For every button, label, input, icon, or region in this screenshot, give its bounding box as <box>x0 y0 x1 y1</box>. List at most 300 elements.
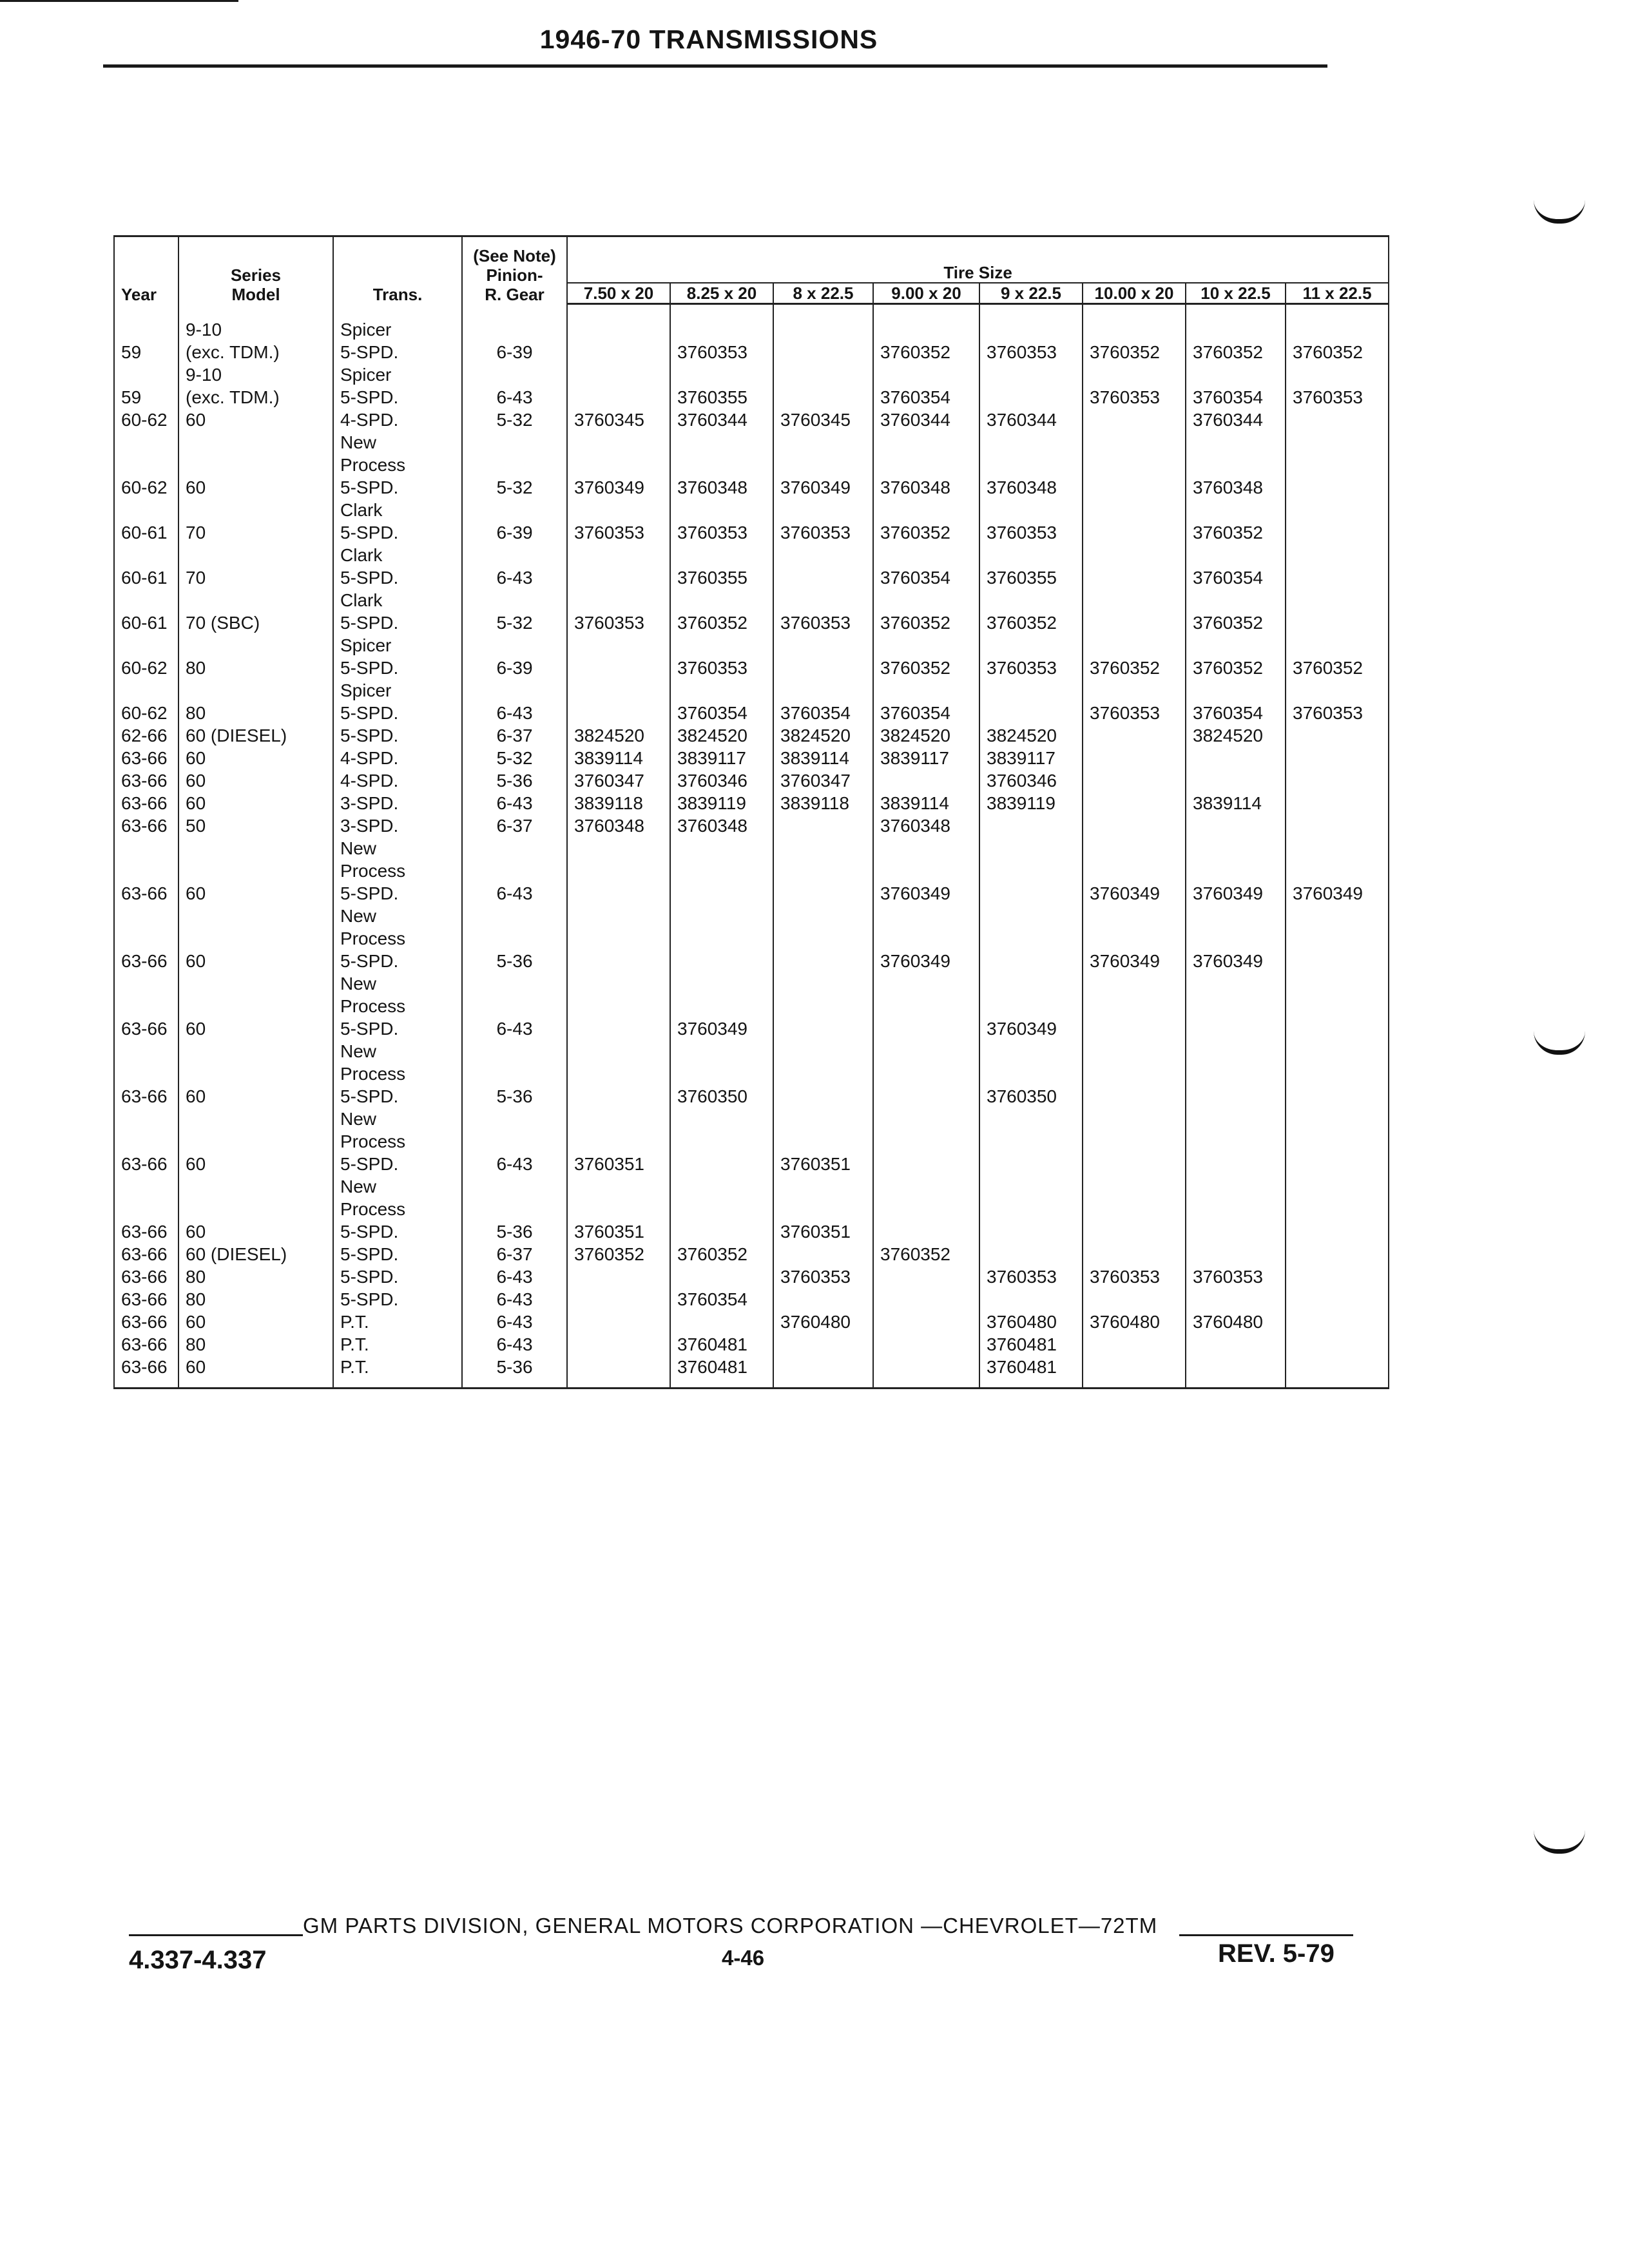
cell-year: 63-66 <box>114 769 178 792</box>
cell-part-number: 3760349 <box>1083 905 1186 972</box>
header-tire-size-col: 8.25 x 20 <box>670 283 773 304</box>
cell-year: 63-66 <box>114 905 178 972</box>
cell-part-number <box>1286 769 1389 792</box>
header-trans: Trans. <box>333 236 462 304</box>
cell-part-number <box>1083 769 1186 792</box>
cell-part-number <box>1186 972 1286 1040</box>
cell-part-number <box>1286 408 1389 431</box>
cell-year: 60-62 <box>114 408 178 431</box>
cell-trans: New Process 5-SPD. <box>333 972 462 1040</box>
cell-part-number: 3760349 <box>567 431 670 499</box>
cell-year: 59 <box>114 304 178 363</box>
cell-pinion-gear: 6-37 <box>462 814 567 837</box>
cell-part-number <box>1186 747 1286 769</box>
cell-part-number: 3760350 <box>979 1040 1083 1108</box>
cell-part-number: 3760352 <box>873 499 979 544</box>
cell-series-model: 80 <box>178 679 333 724</box>
cell-part-number <box>773 634 873 679</box>
cell-part-number <box>773 814 873 837</box>
table-row <box>114 363 1389 408</box>
cell-part-number: 3839119 <box>979 792 1083 814</box>
footer-code: 4.337-4.337 <box>129 1946 267 1974</box>
cell-pinion-gear: 5-36 <box>462 905 567 972</box>
cell-part-number: 3760352 <box>979 589 1083 634</box>
cell-part-number <box>567 363 670 408</box>
cell-part-number <box>670 1108 773 1175</box>
cell-part-number: 3760480 <box>1186 1311 1286 1333</box>
cell-part-number <box>1083 792 1186 814</box>
cell-part-number: 3839119 <box>670 792 773 814</box>
cell-part-number <box>1083 1333 1186 1356</box>
cell-trans: 4-SPD. <box>333 747 462 769</box>
cell-series-model: 70 <box>178 544 333 589</box>
table-row <box>114 1175 1389 1243</box>
cell-part-number: 3760352 <box>873 304 979 363</box>
cell-part-number <box>873 1175 979 1243</box>
cell-part-number: 3760352 <box>1083 634 1186 679</box>
cell-part-number: 3839117 <box>670 747 773 769</box>
cell-trans: P.T. <box>333 1311 462 1333</box>
cell-part-number: 3760349 <box>1286 837 1389 905</box>
page-title: 1946-70 TRANSMISSIONS <box>539 24 878 54</box>
cell-part-number: 3760348 <box>1186 431 1286 499</box>
cell-part-number <box>1083 544 1186 589</box>
cell-part-number <box>1286 1333 1389 1356</box>
cell-part-number: 3760353 <box>979 1265 1083 1288</box>
table-row <box>114 792 1389 814</box>
cell-part-number: 3760353 <box>979 499 1083 544</box>
table-row <box>114 1265 1389 1288</box>
cell-part-number <box>1286 814 1389 837</box>
cell-year: 63-66 <box>114 814 178 837</box>
cell-trans: 3-SPD. <box>333 814 462 837</box>
table-row <box>114 634 1389 679</box>
cell-part-number: 3760348 <box>873 431 979 499</box>
cell-part-number: 3839117 <box>873 747 979 769</box>
cell-part-number: 3824520 <box>873 724 979 747</box>
footer-rule-right <box>1179 1934 1353 1936</box>
cell-trans: New Process 5-SPD. <box>333 905 462 972</box>
cell-series-model: 60 <box>178 747 333 769</box>
cell-trans: 4-SPD. <box>333 408 462 431</box>
cell-part-number: 3760352 <box>1186 634 1286 679</box>
cell-part-number: 3760353 <box>670 634 773 679</box>
cell-part-number: 3760353 <box>1286 679 1389 724</box>
cell-series-model: 60 (DIESEL) <box>178 724 333 747</box>
cell-part-number: 3760354 <box>1186 363 1286 408</box>
cell-part-number <box>1186 1175 1286 1243</box>
transmission-table <box>113 235 1389 1389</box>
cell-part-number: 3760353 <box>979 634 1083 679</box>
header-pinion-gear: (See Note) Pinion- R. Gear <box>462 236 567 304</box>
table-row <box>114 544 1389 589</box>
table-row <box>114 972 1389 1040</box>
cell-year: 62-66 <box>114 724 178 747</box>
cell-part-number <box>1186 1040 1286 1108</box>
cell-pinion-gear: 6-43 <box>462 837 567 905</box>
cell-part-number <box>1083 747 1186 769</box>
cell-year: 63-66 <box>114 1311 178 1333</box>
cell-trans: New Process 5-SPD. <box>333 1040 462 1108</box>
cell-part-number: 3760481 <box>670 1356 773 1389</box>
cell-part-number <box>1083 589 1186 634</box>
cell-pinion-gear: 6-37 <box>462 1243 567 1265</box>
footer-division: GM PARTS DIVISION, GENERAL MOTORS CORPORATION —CHEVROLET—72TM <box>303 1914 1158 1937</box>
cell-part-number: 3839114 <box>567 747 670 769</box>
cell-part-number: 3760352 <box>567 1243 670 1265</box>
cell-part-number <box>1186 1288 1286 1311</box>
table-row <box>114 1288 1389 1311</box>
cell-part-number: 3760353 <box>1286 363 1389 408</box>
cell-pinion-gear: 5-32 <box>462 589 567 634</box>
cell-pinion-gear: 5-32 <box>462 747 567 769</box>
cell-part-number: 3760345 <box>567 408 670 431</box>
cell-part-number <box>1286 499 1389 544</box>
header-tire-size-col: 10 x 22.5 <box>1186 283 1286 304</box>
cell-year: 60-61 <box>114 589 178 634</box>
cell-part-number: 3760480 <box>1083 1311 1186 1333</box>
binder-mark <box>1534 1830 1585 1854</box>
cell-trans: 3-SPD. <box>333 792 462 814</box>
table-row <box>114 679 1389 724</box>
cell-trans: 5-SPD. <box>333 724 462 747</box>
cell-part-number: 3824520 <box>670 724 773 747</box>
cell-part-number <box>567 1333 670 1356</box>
cell-part-number <box>567 1288 670 1311</box>
cell-pinion-gear: 5-36 <box>462 1040 567 1108</box>
cell-part-number: 3760347 <box>567 769 670 792</box>
cell-part-number: 3760353 <box>567 589 670 634</box>
cell-part-number <box>1286 1265 1389 1288</box>
cell-part-number: 3824520 <box>979 724 1083 747</box>
footer-rule-left <box>129 1934 303 1936</box>
cell-part-number <box>1286 792 1389 814</box>
cell-pinion-gear: 6-43 <box>462 972 567 1040</box>
cell-part-number <box>670 1265 773 1288</box>
cell-part-number <box>1286 431 1389 499</box>
cell-part-number: 3760353 <box>1083 679 1186 724</box>
cell-part-number <box>1186 814 1286 837</box>
title-underline <box>103 64 1327 68</box>
header-tire-size: Tire Size <box>567 236 1389 284</box>
cell-part-number: 3839118 <box>773 792 873 814</box>
table-row <box>114 1333 1389 1356</box>
cell-part-number: 3760480 <box>979 1311 1083 1333</box>
cell-part-number <box>773 363 873 408</box>
cell-part-number: 3760345 <box>773 408 873 431</box>
table-row <box>114 814 1389 837</box>
cell-part-number: 3839114 <box>773 747 873 769</box>
cell-year: 60-62 <box>114 431 178 499</box>
cell-series-model: 50 <box>178 814 333 837</box>
cell-part-number <box>1083 724 1186 747</box>
cell-part-number <box>670 837 773 905</box>
cell-trans: Clark 5-SPD. <box>333 589 462 634</box>
cell-trans: Clark 5-SPD. <box>333 544 462 589</box>
cell-part-number: 3839117 <box>979 747 1083 769</box>
cell-part-number: 3760354 <box>1186 679 1286 724</box>
page-number: 4-46 <box>722 1946 765 1970</box>
cell-trans: Spicer 5-SPD. <box>333 634 462 679</box>
cell-part-number: 3760348 <box>567 814 670 837</box>
header-tire-size-col: 9.00 x 20 <box>873 283 979 304</box>
cell-part-number <box>1286 544 1389 589</box>
cell-part-number <box>567 972 670 1040</box>
cell-part-number <box>567 1356 670 1389</box>
cell-part-number: 3760481 <box>979 1333 1083 1356</box>
cell-trans: Spicer 5-SPD. <box>333 304 462 363</box>
cell-part-number: 3760348 <box>670 814 773 837</box>
cell-part-number: 3760352 <box>873 634 979 679</box>
table-row <box>114 905 1389 972</box>
cell-part-number: 3760344 <box>873 408 979 431</box>
cell-part-number <box>567 1265 670 1288</box>
cell-part-number <box>1286 1040 1389 1108</box>
table-row <box>114 1243 1389 1265</box>
cell-part-number: 3760352 <box>1186 499 1286 544</box>
cell-part-number: 3760352 <box>873 589 979 634</box>
cell-part-number <box>873 769 979 792</box>
cell-part-number <box>1186 1243 1286 1265</box>
cell-series-model: 60 <box>178 1356 333 1389</box>
cell-part-number: 3760354 <box>670 679 773 724</box>
cell-trans: P.T. <box>333 1333 462 1356</box>
cell-part-number: 3760352 <box>1186 589 1286 634</box>
cell-part-number <box>773 304 873 363</box>
cell-trans: New Process 5-SPD. <box>333 1175 462 1243</box>
cell-part-number <box>773 972 873 1040</box>
table-row <box>114 769 1389 792</box>
cell-part-number <box>1083 1288 1186 1311</box>
header-tire-size-col: 8 x 22.5 <box>773 283 873 304</box>
cell-series-model: 80 <box>178 634 333 679</box>
cell-part-number <box>773 1333 873 1356</box>
cell-part-number <box>773 544 873 589</box>
cell-series-model: 60 (DIESEL) <box>178 1243 333 1265</box>
cell-part-number: 3760349 <box>1083 837 1186 905</box>
cell-part-number <box>873 1040 979 1108</box>
cell-part-number <box>1286 972 1389 1040</box>
cell-part-number: 3760349 <box>873 905 979 972</box>
cell-series-model: 60 <box>178 1311 333 1333</box>
cell-part-number: 3760355 <box>979 544 1083 589</box>
cell-part-number <box>873 972 979 1040</box>
cell-year: 60-61 <box>114 499 178 544</box>
cell-part-number <box>1286 1108 1389 1175</box>
cell-part-number: 3760348 <box>670 431 773 499</box>
cell-part-number: 3760354 <box>873 679 979 724</box>
cell-part-number: 3824520 <box>773 724 873 747</box>
cell-year: 60-61 <box>114 544 178 589</box>
cell-series-model: 60 <box>178 1108 333 1175</box>
cell-year: 63-66 <box>114 747 178 769</box>
cell-year: 63-66 <box>114 1175 178 1243</box>
cell-part-number: 3760349 <box>1186 837 1286 905</box>
cell-part-number: 3760351 <box>567 1175 670 1243</box>
cell-part-number: 3760354 <box>873 363 979 408</box>
binder-mark <box>1534 200 1585 224</box>
cell-part-number: 3760344 <box>1186 408 1286 431</box>
cell-pinion-gear: 6-39 <box>462 304 567 363</box>
cell-trans: 5-SPD. <box>333 1288 462 1311</box>
cell-part-number <box>567 1040 670 1108</box>
cell-part-number <box>1286 905 1389 972</box>
cell-part-number <box>979 1243 1083 1265</box>
cell-part-number <box>773 1040 873 1108</box>
cell-pinion-gear: 6-43 <box>462 1333 567 1356</box>
cell-series-model: 60 <box>178 837 333 905</box>
cell-part-number <box>1286 589 1389 634</box>
cell-series-model: 60 <box>178 905 333 972</box>
cell-pinion-gear: 6-39 <box>462 634 567 679</box>
cell-pinion-gear: 6-39 <box>462 499 567 544</box>
revision: REV. 5-79 <box>1218 1939 1335 1968</box>
cell-part-number: 3839114 <box>873 792 979 814</box>
cell-year: 63-66 <box>114 1333 178 1356</box>
cell-part-number <box>1186 1333 1286 1356</box>
cell-year: 63-66 <box>114 792 178 814</box>
cell-part-number <box>567 905 670 972</box>
cell-part-number: 3760481 <box>670 1333 773 1356</box>
cell-part-number: 3760349 <box>1186 905 1286 972</box>
cell-part-number: 3760350 <box>670 1040 773 1108</box>
cell-part-number <box>567 634 670 679</box>
cell-part-number: 3839114 <box>1186 792 1286 814</box>
cell-part-number <box>1083 499 1186 544</box>
cell-part-number: 3760481 <box>979 1356 1083 1389</box>
cell-part-number <box>1083 1243 1186 1265</box>
cell-year: 63-66 <box>114 1040 178 1108</box>
cell-part-number: 3760348 <box>873 814 979 837</box>
cell-part-number: 3760348 <box>979 431 1083 499</box>
cell-part-number <box>567 544 670 589</box>
table-row <box>114 1311 1389 1333</box>
cell-part-number: 3760349 <box>873 837 979 905</box>
cell-year: 63-66 <box>114 972 178 1040</box>
table-row <box>114 1040 1389 1108</box>
cell-pinion-gear: 6-43 <box>462 544 567 589</box>
cell-pinion-gear: 6-43 <box>462 792 567 814</box>
cell-part-number <box>567 304 670 363</box>
cell-pinion-gear: 6-37 <box>462 724 567 747</box>
cell-trans: Spicer 5-SPD. <box>333 679 462 724</box>
cell-part-number <box>567 1311 670 1333</box>
cell-part-number <box>979 905 1083 972</box>
cell-part-number: 3760353 <box>670 499 773 544</box>
cell-pinion-gear: 5-36 <box>462 1175 567 1243</box>
cell-part-number <box>1286 1311 1389 1333</box>
cell-part-number <box>1083 1108 1186 1175</box>
cell-part-number: 3760352 <box>1286 634 1389 679</box>
cell-part-number <box>1286 747 1389 769</box>
cell-part-number: 3760352 <box>1186 304 1286 363</box>
cell-part-number: 3760346 <box>979 769 1083 792</box>
cell-part-number <box>773 837 873 905</box>
cell-part-number <box>773 1243 873 1265</box>
cell-series-model: 80 <box>178 1333 333 1356</box>
cell-series-model: 70 <box>178 499 333 544</box>
cell-series-model: 60 <box>178 408 333 431</box>
cell-part-number <box>1083 1356 1186 1389</box>
cell-part-number: 3760346 <box>670 769 773 792</box>
cell-part-number <box>1083 1175 1186 1243</box>
cell-part-number <box>1286 724 1389 747</box>
cell-year: 63-66 <box>114 1356 178 1389</box>
cell-series-model: 80 <box>178 1265 333 1288</box>
cell-trans: Clark 5-SPD. <box>333 499 462 544</box>
cell-pinion-gear: 6-43 <box>462 1108 567 1175</box>
cell-part-number <box>1083 1040 1186 1108</box>
cell-part-number: 3824520 <box>1186 724 1286 747</box>
cell-part-number <box>1286 1175 1389 1243</box>
cell-part-number <box>979 1175 1083 1243</box>
cell-part-number: 3760352 <box>1286 304 1389 363</box>
cell-part-number: 3760353 <box>773 499 873 544</box>
cell-year: 59 <box>114 363 178 408</box>
cell-part-number <box>979 1288 1083 1311</box>
cell-part-number <box>873 1333 979 1356</box>
cell-series-model: 60 <box>178 972 333 1040</box>
table-row <box>114 304 1389 363</box>
cell-series-model: 80 <box>178 1288 333 1311</box>
cell-part-number <box>567 837 670 905</box>
cell-part-number: 3839118 <box>567 792 670 814</box>
cell-trans: 5-SPD. <box>333 1243 462 1265</box>
table-row <box>114 1356 1389 1389</box>
cell-pinion-gear: 5-32 <box>462 408 567 431</box>
cell-part-number <box>1186 1108 1286 1175</box>
cell-year: 63-66 <box>114 1108 178 1175</box>
cell-series-model: 60 <box>178 769 333 792</box>
cell-trans: New Process 5-SPD. <box>333 431 462 499</box>
cell-part-number <box>979 363 1083 408</box>
cell-pinion-gear: 6-43 <box>462 363 567 408</box>
cell-pinion-gear: 5-36 <box>462 1356 567 1389</box>
cell-year: 63-66 <box>114 1288 178 1311</box>
cell-part-number: 3760352 <box>670 1243 773 1265</box>
header-year: Year <box>114 236 178 304</box>
cell-part-number: 3760349 <box>773 431 873 499</box>
cell-part-number: 3760352 <box>670 589 773 634</box>
cell-part-number: 3824520 <box>567 724 670 747</box>
table-row <box>114 837 1389 905</box>
binder-mark <box>1534 1031 1585 1055</box>
cell-pinion-gear: 6-43 <box>462 1265 567 1288</box>
cell-part-number: 3760353 <box>773 589 873 634</box>
cell-part-number: 3760354 <box>773 679 873 724</box>
cell-part-number: 3760352 <box>1083 304 1186 363</box>
header-tire-size-col: 10.00 x 20 <box>1083 283 1186 304</box>
cell-part-number <box>670 1311 773 1333</box>
table-row <box>114 747 1389 769</box>
cell-part-number: 3760355 <box>670 363 773 408</box>
cell-part-number: 3760347 <box>773 769 873 792</box>
table-row <box>114 1108 1389 1175</box>
cell-part-number <box>1286 1356 1389 1389</box>
cell-part-number <box>1286 1243 1389 1265</box>
header-tire-size-col: 7.50 x 20 <box>567 283 670 304</box>
cell-part-number: 3760344 <box>670 408 773 431</box>
cell-part-number: 3760344 <box>979 408 1083 431</box>
cell-pinion-gear: 6-43 <box>462 1311 567 1333</box>
cell-trans: New Process 5-SPD. <box>333 1108 462 1175</box>
cell-part-number <box>873 1356 979 1389</box>
cell-part-number <box>773 1356 873 1389</box>
cell-part-number: 3760353 <box>670 304 773 363</box>
cell-part-number <box>1186 769 1286 792</box>
cell-series-model: 60 <box>178 1040 333 1108</box>
table-body <box>114 304 1389 1389</box>
